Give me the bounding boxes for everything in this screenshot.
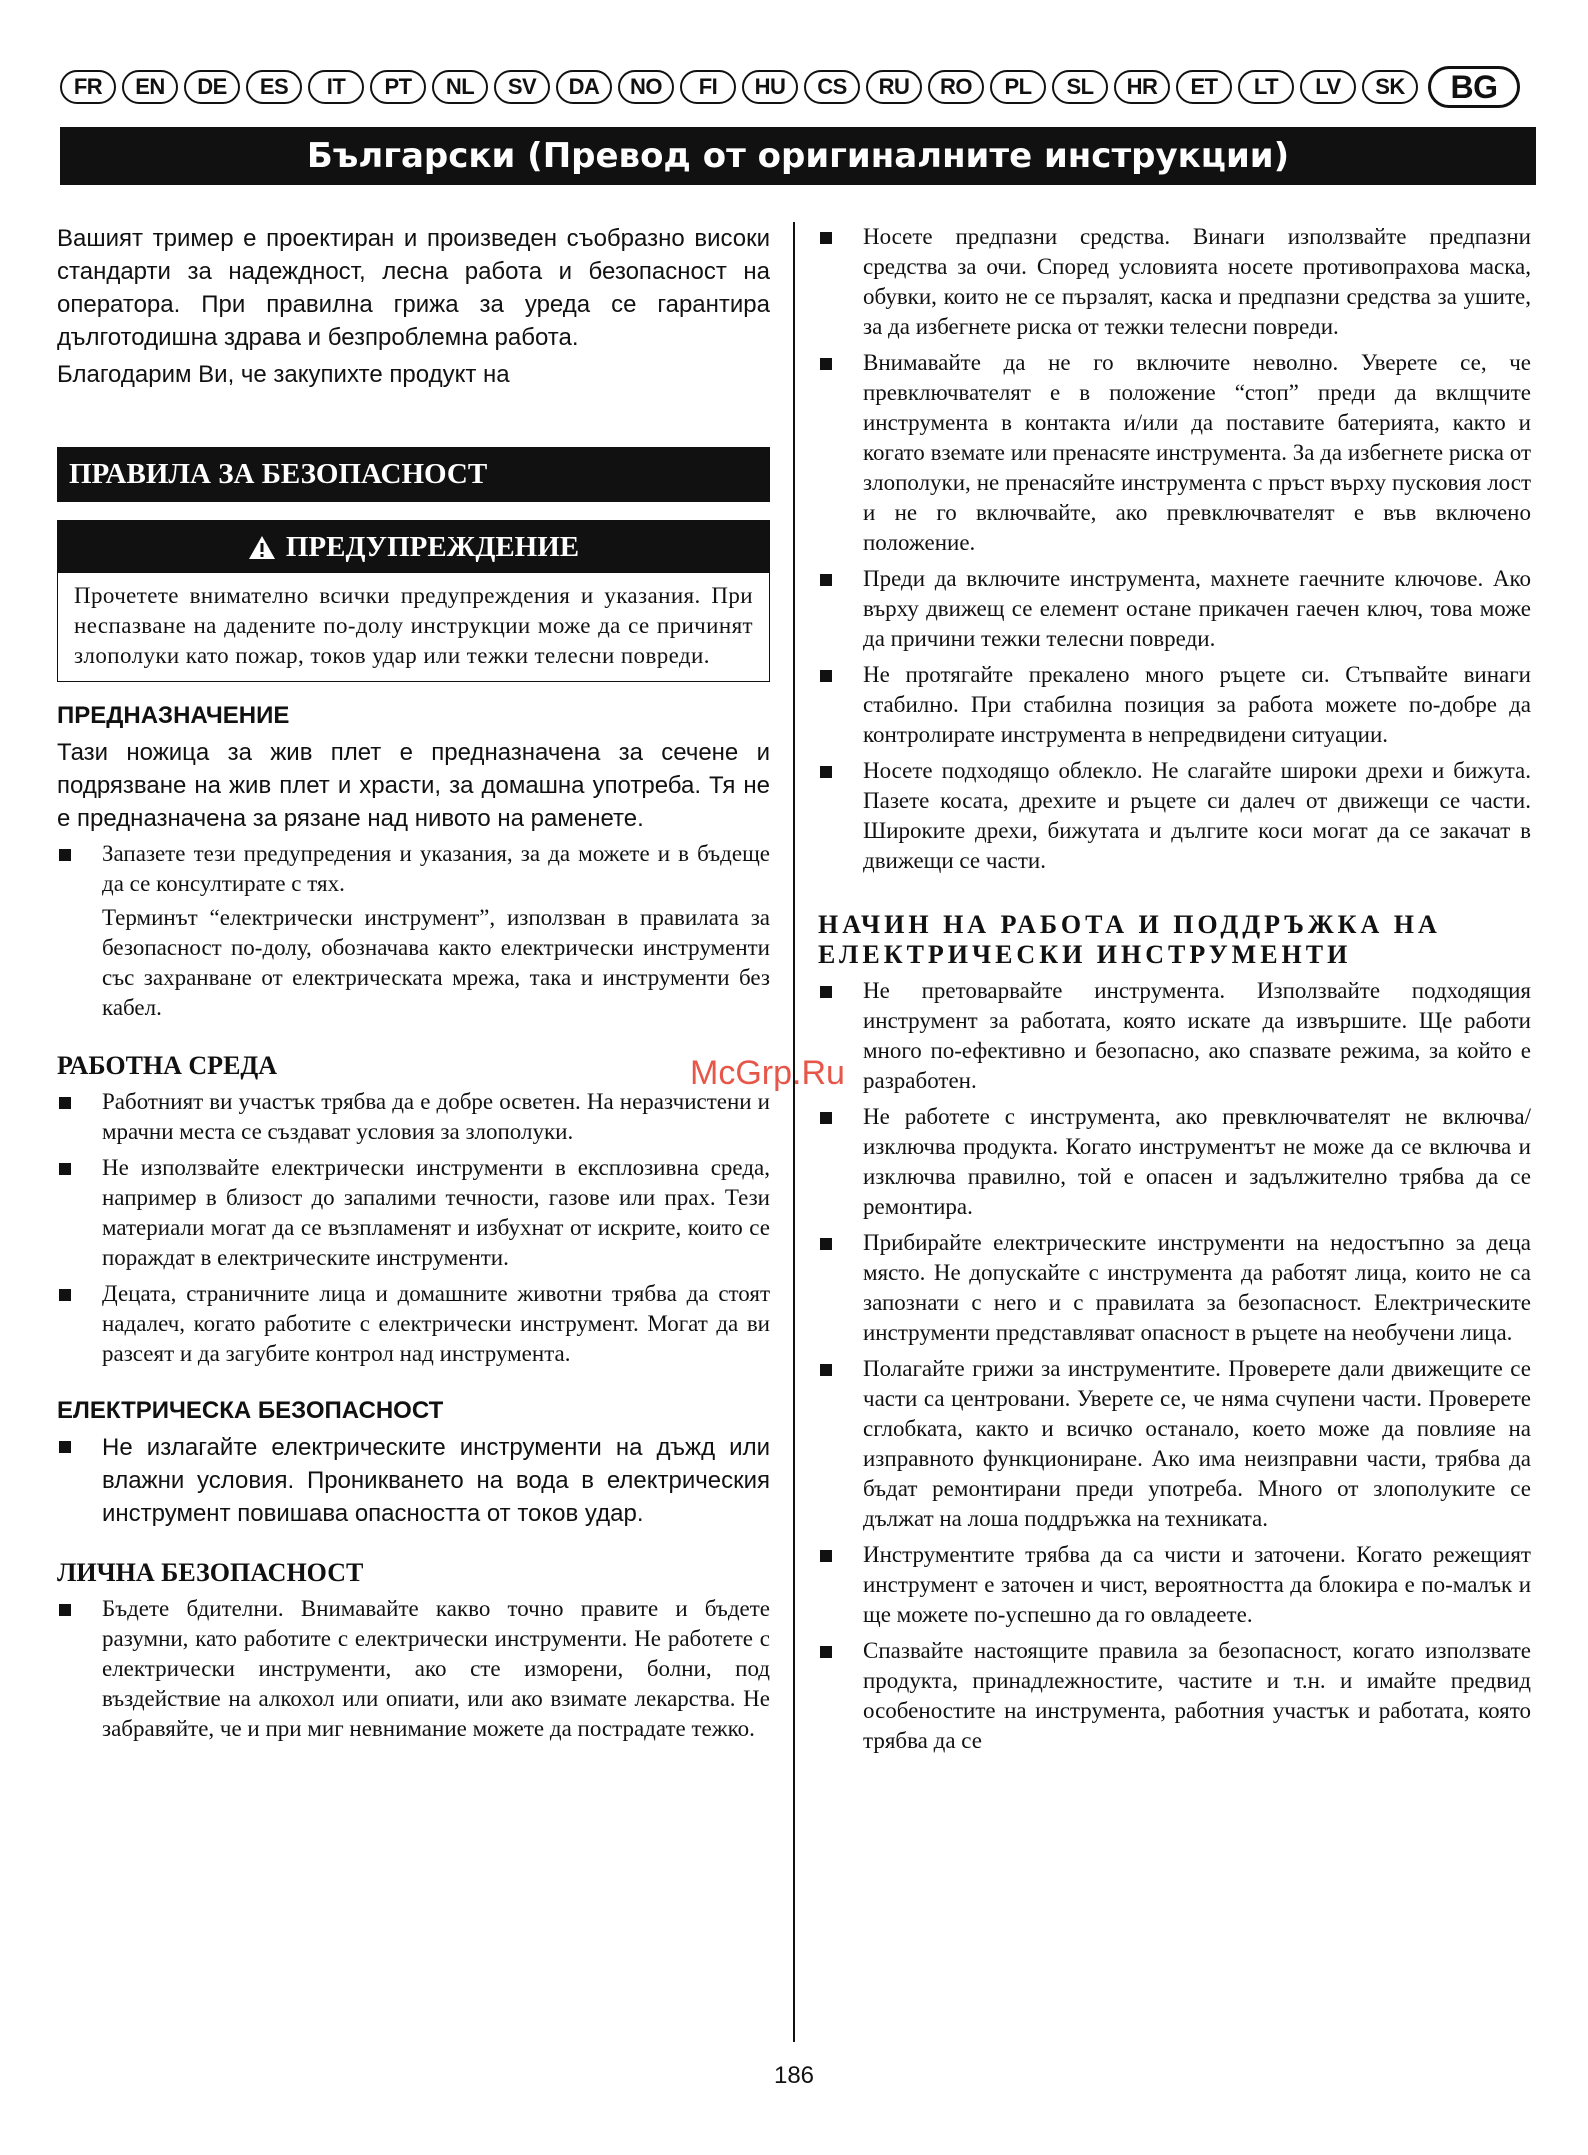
operation-item-text: Не работете с инструмента, ако превключвателят не включва/изключва продукта. Когато инструментът не може да се включва и изключва правилно, той е опасен и задължително трябва да се ремонтира.: [863, 1104, 1531, 1219]
lang-es: ES: [246, 70, 302, 104]
lang-da: DA: [556, 70, 612, 104]
operation-item: [818, 1636, 1531, 1756]
work-area-item-text: Не използвайте електрически инструменти в експлозивна среда, например в близост до запалими течности, газове или прах. Тези материали могат да се възпламенят и избухнат от искрите, които се пораждат в електрическите инструменти.: [102, 1155, 770, 1270]
lang-pl: PL: [990, 70, 1046, 104]
operation-item: [818, 1540, 1531, 1630]
lang-en: EN: [122, 70, 178, 104]
warning-box: [57, 520, 770, 682]
personal-safety-item-text: Внимавайте да не го включите неволно. Уверете се, че превключвателят е в положение “стоп” преди да вклщчите инструмента в контакта и/или да поставите батерията, както и когато вземате или пренасяте инструмента. За да избегнете риска от злополуки, не пренасяйте инструмента с пръст върху пусковия лост и не го включвайте, ако превключвателят е във включено положение.: [863, 350, 1531, 555]
column-divider: [793, 222, 795, 2042]
personal-safety-item-text: Носете подходящо облекло. Не слагайте широки дрехи и бижута. Пазете косата, дрехите и ръцете си далеч от движещи се части. Широките дрехи, бижутата и дългите коси могат да се закачат в движещи се части.: [863, 758, 1531, 873]
language-bar: [60, 66, 1538, 108]
warning-text: Прочетете внимателно всички предупреждения и указания. При неспазване на дадените по-долу инструкции може да се причинят злополуки като пожар, токов удар или тежки телесни повреди.: [74, 583, 753, 668]
lang-nl: NL: [432, 70, 488, 104]
work-area-item: [57, 1279, 770, 1369]
lang-fr: FR: [60, 70, 116, 104]
personal-safety-item: [818, 660, 1531, 750]
personal-safety-item: [818, 564, 1531, 654]
lang-ro: RO: [928, 70, 984, 104]
bullet-square-icon: [820, 766, 832, 778]
lang-ru: RU: [866, 70, 922, 104]
purpose-heading: ПРЕДНАЗНАЧЕНИЕ: [57, 702, 290, 729]
lang-fi: FI: [680, 70, 736, 104]
operation-item-text: Полагайте грижи за инструментите. Проверете дали движещите се части са центровани. Уверете се, че няма счупени части. Проверете сглобката, както и всичко останало, което може да повлияе на изправното функциониране. Ако има неизправни части, трябва да бъдат ремонтирани преди употреба. Много от злополуките се дължат на лоша поддръжка на техниката.: [863, 1356, 1531, 1531]
intro-paragraph: Вашият тример е проектиран и произведен съобразно високи стандарти за надеждност, лесна работа и безопасност на оператора. При правилна грижа за уреда се гарантира дълготодишна здрава и безпроблемна работа.: [57, 225, 770, 351]
page-number: 186: [773, 2062, 815, 2089]
personal-safety-item: [57, 1594, 770, 1744]
bullet-square-icon: [820, 1364, 832, 1376]
lang-cs: CS: [804, 70, 860, 104]
lang-sl: SL: [1052, 70, 1108, 104]
bullet-square-icon: [59, 1163, 71, 1175]
bullet-square-icon: [820, 986, 832, 998]
personal-safety-heading: ЛИЧНА БЕЗОПАСНОСТ: [57, 1558, 364, 1587]
electrical-safety-heading: ЕЛЕКТРИЧЕСКА БЕЗОПАСНОСТ: [57, 1397, 444, 1424]
intro-thanks: Благодарим Ви, че закупихте продукт на: [57, 361, 510, 388]
lang-hr: HR: [1114, 70, 1170, 104]
operation-item: [818, 1228, 1531, 1348]
bullet-square-icon: [820, 1646, 832, 1658]
personal-safety-item-text: Преди да включите инструмента, махнете гаечните ключове. Ако върху движещ се елемент остане прикачен гаечен ключ, това може да причини тежки телесни повреди.: [863, 566, 1531, 651]
lang-sk: SK: [1362, 70, 1418, 104]
lang-hu: HU: [742, 70, 798, 104]
bullet-square-icon: [59, 1097, 71, 1109]
operation-item-text: Не претоварвайте инструмента. Използвайте подходящия инструмент за работата, която искате да извършите. Ще работи много по-ефективно и безопасно, ако спазвате режима, за който е разработен.: [863, 978, 1531, 1093]
lang-bg-active: BG: [1428, 66, 1520, 108]
lang-pt: PT: [370, 70, 426, 104]
safety-rules-heading: ПРАВИЛА ЗА БЕЗОПАСНОСТ: [57, 447, 770, 502]
bullet-square-icon: [59, 1604, 71, 1616]
page-title: Български (Превод от оригиналните инструкции): [60, 127, 1536, 185]
bullet-square-icon: [820, 1550, 832, 1562]
lang-de: DE: [184, 70, 240, 104]
right-column: [818, 222, 1531, 1756]
operation-heading: НАЧИН НА РАБОТА И ПОДДРЪЖКА НА ЕЛЕКТРИЧЕСКИ ИНСТРУМЕНТИ: [818, 910, 1441, 969]
operation-item: [818, 1102, 1531, 1222]
bullet-square-icon: [820, 358, 832, 370]
bullet-square-icon: [820, 232, 832, 244]
work-area-heading: РАБОТНА СРЕДА: [57, 1051, 278, 1080]
warning-triangle-icon: [248, 535, 276, 560]
lang-lt: LT: [1238, 70, 1294, 104]
operation-item-text: Инструментите трябва да са чисти и заточени. Когато режещият инструмент е заточен и чист, вероятността да блокира е по-малък и ще можете по-успешно да го овладеете.: [863, 1542, 1531, 1627]
electrical-safety-item-text: Не излагайте електрическите инструменти на дъжд или влажни условия. Проникването на вода в електрическия инструмент повишава опасността от токов удар.: [102, 1434, 770, 1527]
lang-it: IT: [308, 70, 364, 104]
purpose-bullet-text: Запазете тези предупредения и указания, за да можете и в бъдеще да се консултирате с тях.: [102, 841, 770, 896]
operation-item: [818, 1354, 1531, 1534]
bullet-square-icon: [820, 670, 832, 682]
work-area-item-text: Децата, страничните лица и домашните животни трябва да стоят надалеч, когато работите с електрически инструмент. Могат да ви разсеят и да загубите контрол над инструмента.: [102, 1281, 770, 1366]
lang-sv: SV: [494, 70, 550, 104]
warning-title: ПРЕДУПРЕЖДЕНИЕ: [285, 530, 580, 563]
electrical-safety-item: [57, 1431, 770, 1530]
purpose-term-note: Терминът “електрически инструмент”, използван в правилата за безопасност по-долу, обозначава както електрически инструменти със захранване от електрическата мрежа, така и инструменти без кабел.: [102, 905, 770, 1020]
purpose-text: Тази ножица за жив плет е предназначена за сечене и подрязване на жив плет и храсти, за домашна употреба. Тя не е предназначена за рязане над нивото на раменете.: [57, 739, 770, 832]
personal-safety-item: [818, 222, 1531, 342]
work-area-item: [57, 1153, 770, 1273]
bullet-square-icon: [820, 574, 832, 586]
personal-safety-item-text: Носете предпазни средства. Винаги използвайте предпазни средства за очи. Според условията носете противопрахова маска, обувки, които не се пързалят, каска и предпазни средства за ушите, за да избегнете риска от тежки телесни повреди.: [863, 224, 1531, 339]
bullet-square-icon: [59, 1441, 71, 1453]
lang-et: ET: [1176, 70, 1232, 104]
purpose-bullet: [57, 839, 770, 899]
personal-safety-item-text: Бъдете бдителни. Внимавайте какво точно правите и бъдете разумни, като работите с електрически инструменти. Не работете с електрически инструменти, ако сте изморени, болни, под въздействие на алкохол или опиати, или ако взимате лекарства. Не забравяйте, че и при миг невнимание можете да пострадате тежко.: [102, 1596, 770, 1741]
work-area-item-text: Работният ви участък трябва да е добре осветен. На неразчистени и мрачни места се създават условия за злополуки.: [102, 1089, 770, 1144]
personal-safety-item: [818, 348, 1531, 558]
lang-lv: LV: [1300, 70, 1356, 104]
personal-safety-item-text: Не протягайте прекалено много ръцете си. Стъпвайте винаги стабилно. При стабилна позиция за работа можете по-добре да контролирате инструмента в непредвидени ситуации.: [863, 662, 1531, 747]
bullet-square-icon: [820, 1112, 832, 1124]
bullet-square-icon: [59, 849, 71, 861]
watermark: McGrp.Ru: [690, 1054, 845, 1092]
left-column: [57, 222, 770, 1744]
warning-header: [58, 521, 769, 573]
personal-safety-item: [818, 756, 1531, 876]
lang-no: NO: [618, 70, 674, 104]
operation-item-text: Спазвайте настоящите правила за безопасност, когато използвате продукта, принадлежностите, частите и т.н. и имайте предвид особеностите на инструмента, работния участък и работата, която трябва да се: [863, 1638, 1531, 1753]
bullet-square-icon: [820, 1238, 832, 1250]
operation-item-text: Прибирайте електрическите инструменти на недостъпно за деца място. Не допускайте с инструмента да работят лица, които не са запознати с него и с правилата за безопасност. Електрическите инструменти представляват опасност в ръцете на необучени лица.: [863, 1230, 1531, 1345]
work-area-item: [57, 1087, 770, 1147]
operation-item: [818, 976, 1531, 1096]
bullet-square-icon: [59, 1289, 71, 1301]
